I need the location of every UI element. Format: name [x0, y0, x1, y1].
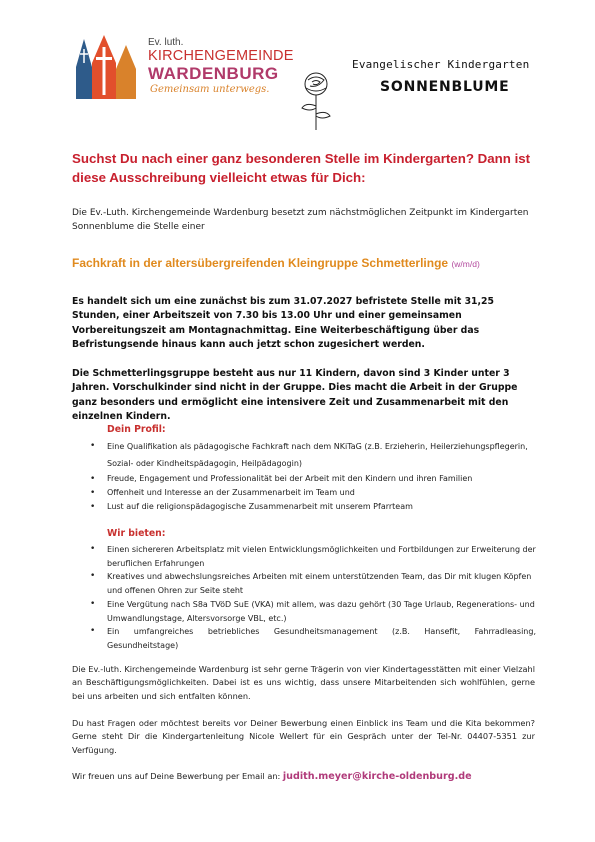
list-item: • Eine Vergütung nach S8a TVöD SuE (VKA) mit allem, was dazu gehört (30 Tage Urlaub, Regenerations- und Umwandlungstage, Altersvorsorge VBL, etc.): [90, 598, 536, 625]
list-item: • Kreatives und abwechslungsreiches Arbeiten mit einem unterstützenden Team, das Dir mit klugen Köpfen und offenen Ohren zur Seite steht: [90, 570, 536, 597]
kita-name-line2: SONNENBLUME: [380, 79, 510, 95]
profile-heading: Dein Profil:: [107, 424, 166, 435]
logo-kirchengemeinde: KIRCHENGEMEINDE: [148, 48, 294, 64]
paragraph-contact: Du hast Fragen oder möchtest bereits vor Deiner Bewerbung einen Einblick ins Team und die Kita bekommen? Gerne steht Dir die Kindergartenleitung Nicole Wellert für ein Gespräch unter der Tel-Nr. 04407-5351 zur Verfügung.: [72, 718, 535, 755]
logo-ev-luth: Ev. luth.: [148, 37, 184, 48]
job-title: [72, 256, 552, 270]
paragraph-employer: Die Ev.-luth. Kirchengemeinde Wardenburg ist sehr gerne Trägerin von vier Kindertagesstätten mit einer Vielzahl an Beschäftigungsmöglichkeiten. Dabei ist es uns wichtig, dass unsere Mitarbeitenden sich wohlfühlen, gerne bei uns arbeiten und sich entfalten können.: [72, 664, 535, 701]
paragraph-group: Die Schmetterlingsgruppe besteht aus nur 11 Kindern, davon sind 3 Kinder unter 3 Jahren. Vorschulkinder sind nicht in der Gruppe. Dies macht die Arbeit in der Gruppe ganz besonders und ermöglicht eine intensivere Zeit und Zusammenarbeit mit den einzelnen Kindern.: [72, 368, 518, 423]
job-title-text: Fachkraft in der altersübergreifenden Kleingruppe Schmetterlinge: [72, 256, 449, 270]
list-item: • Freude, Engagement und Professionalität bei der Arbeit mit den Kindern und ihren Familien: [90, 472, 536, 486]
rose-icon: [296, 70, 336, 132]
logo-wardenburg: WARDENBURG: [148, 64, 279, 83]
kita-name-line1: Evangelischer Kindergarten: [352, 58, 530, 71]
list-item: • Einen sichereren Arbeitsplatz mit vielen Entwicklungsmöglichkeiten und Fortbildungen zur Erweiterung der beruflichen Erfahrungen: [90, 543, 536, 570]
list-item: • Offenheit und Interesse an der Zusammenarbeit im Team und: [90, 486, 536, 500]
list-item: • Ein umfangreiches betriebliches Gesundheitsmanagement (z.B. Hansefit, Fahrradleasing, Gesundheitstage): [90, 625, 536, 652]
list-item: • Eine Qualifikation als pädagogische Fachkraft nach dem NKiTaG (z.B. Erzieherin, Heilerziehungspflegerin, Sozial- oder Kindheitspädagogin, Heilpädagogin): [90, 438, 536, 472]
intro-text: Die Ev.-Luth. Kirchengemeinde Wardenburg besetzt zum nächstmöglichen Zeitpunkt im Kindergarten Sonnenblume die Stelle einer: [72, 208, 529, 232]
list-item: • Lust auf die religionspädagogische Zusammenarbeit mit unserem Pfarrteam: [90, 500, 536, 514]
church-logo-icon: [72, 33, 142, 103]
headline: Suchst Du nach einer ganz besonderen Stelle im Kindergarten? Dann ist diese Ausschreibung vielleicht etwas für Dich:: [72, 151, 531, 185]
logo-tagline: Gemeinsam unterwegs.: [150, 84, 270, 95]
closing-line: [72, 771, 472, 782]
job-title-suffix: (w/m/d): [451, 259, 480, 269]
offer-list: [90, 543, 536, 653]
profile-list: [90, 438, 536, 514]
closing-text: Wir freuen uns auf Deine Bewerbung per Email an:: [72, 771, 281, 781]
paragraph-conditions: Es handelt sich um eine zunächst bis zum 31.07.2027 befristete Stelle mit 31,25 Stunden, einer Arbeitszeit von 7.30 bis 13.00 Uhr und einer gemeinsamen Vorbereitungszeit am Montagnachmittag. Eine Weiterbeschäftigung über das Befristungsende hinaus kann auch jetzt schon zugesichert werden.: [72, 296, 494, 351]
offer-heading: Wir bieten:: [107, 528, 166, 539]
email-link[interactable]: judith.meyer@kirche-oldenburg.de: [282, 771, 472, 782]
